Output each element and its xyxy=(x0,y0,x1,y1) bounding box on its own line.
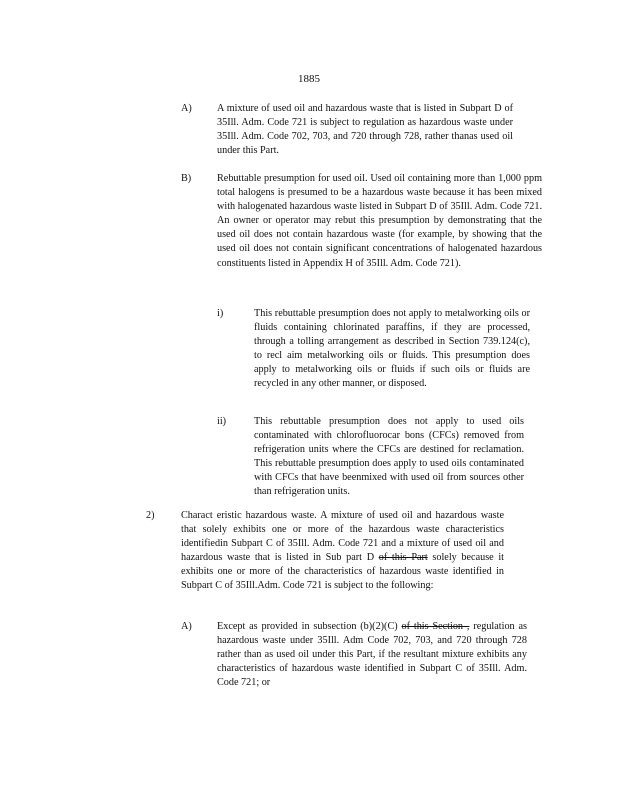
item-label: 2) xyxy=(146,510,155,521)
item-label: ii) xyxy=(217,416,227,427)
item-label: i) xyxy=(217,308,224,319)
struck-text: of this Section , xyxy=(401,621,470,632)
struck-text: of this Part xyxy=(378,552,428,564)
item-text xyxy=(217,620,527,690)
text-before: Except as provided in subsection (b)(2)(C) xyxy=(217,621,398,632)
text-after: regulation as hazardous waste under 35Ill. Adm Code 702, 703, and 720 through 728 rather than as used oil under this Part, if the resultant mixture exhibits any characteristics of hazardous waste identified in Subpart C of 35Ill. Adm. Code 721; or xyxy=(217,621,527,689)
text-before: Charact eristic hazardous waste. A mixture of used oil and hazardous waste that solely exhibits one or more of the hazardous waste characteristics identifiedin Subpart C of 35Ill. Adm. Code 721 and a mixture of used oil and hazardous waste that is listed in Sub part D xyxy=(181,510,504,564)
item-text xyxy=(181,509,504,594)
item-text: A mixture of used oil and hazardous waste that is listed in Subpart D of 35Ill. Adm. Code 721 is subject to regulation as hazardous waste under 35Ill. Adm. Code 702, 703, and 720 through 728, rather thanas used oil under this Part. xyxy=(217,103,513,157)
item-text: This rebuttable presumption does not apply to metalworking oils or fluids containing chlorinated paraffins, if they are processed, through a tolling arrangement as described in Section 739.124(c), to recl aim metalworking oils or fluids. This presumption does apply to metalworking oils or fluids if such oils or fluids are recycled in any other manner, or disposed. xyxy=(254,308,530,390)
item-label: A) xyxy=(181,103,192,114)
page-number: 1885 xyxy=(298,73,320,85)
text-after: solely because it exhibits one or more of the characteristics of hazardous waste identified in Subpart C of 35Ill.Adm. Code 721 is subject to the following: xyxy=(181,552,505,592)
item-text: Rebuttable presumption for used oil. Used oil containing more than 1,000 ppm total halogens is presumed to be a hazardous waste because it has been mixed with halogenated hazardous waste listed in Subpart D of 35Ill. Adm. Code 721. An owner or operator may rebut this presumption by demonstrating that the used oil does not contain hazardous waste (for example, by showing that the used oil does not contain significant concentrations of halogenated hazardous constituents listed in Appendix H of 35Ill. Adm. Code 721). xyxy=(217,173,542,269)
item-label: B) xyxy=(181,173,192,184)
item-label: A) xyxy=(181,621,192,632)
item-text: This rebuttable presumption does not apply to used oils contaminated with chlorofluorocar bons (CFCs) removed from refrigeration units where the CFCs are destined for reclamation. This rebuttable presumption does apply to used oils contaminated with CFCs that have beenmixed with used oil from sources other than refrigeration units. xyxy=(254,416,524,498)
